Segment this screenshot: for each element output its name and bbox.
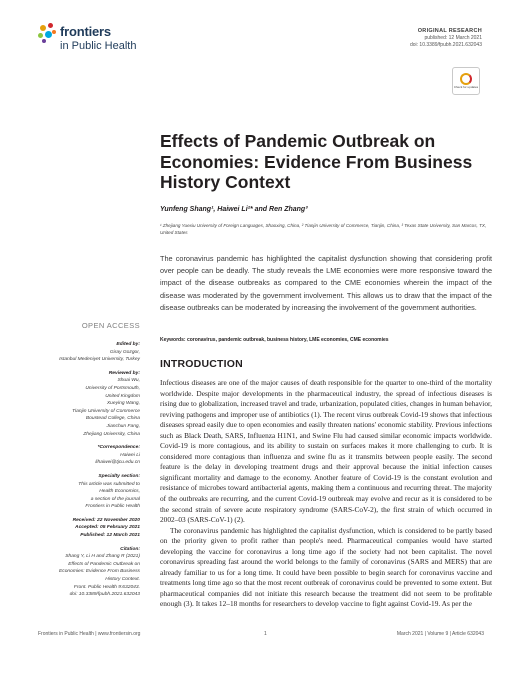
article-title: Effects of Pandemic Outbreak on Economies: Evidence From Business History Context bbox=[160, 131, 473, 192]
correspondence-email[interactable]: lihaiwei@tjcu.edu.cn bbox=[95, 460, 140, 466]
author-list[interactable]: Yunfeng Shang¹, Haiwei Li²* and Ren Zhang³ bbox=[160, 206, 308, 213]
introduction-body bbox=[160, 378, 492, 610]
specialty-line: Frontiers in Public Health bbox=[85, 504, 140, 510]
reviewer-line: United Kingdom bbox=[105, 393, 140, 399]
footer-journal[interactable]: Frontiers in Public Health | www.frontiersin.org bbox=[38, 631, 141, 637]
citation-doi[interactable]: doi: 10.3389/fpubh.2021.632043 bbox=[69, 592, 140, 598]
open-access-label: OPEN ACCESS bbox=[81, 321, 140, 330]
article-info-sidebar bbox=[36, 341, 140, 605]
logo-brand: frontiers bbox=[60, 24, 111, 39]
editor-line: Istanbul Medeniyet University, Turkey bbox=[59, 357, 140, 363]
editor-line: Giray Gozgor, bbox=[109, 349, 140, 355]
published-date-sidebar: Published: 12 March 2021 bbox=[80, 533, 140, 539]
reviewer-line: University of Portsmouth, bbox=[85, 385, 140, 391]
logo-dot bbox=[38, 33, 43, 38]
correspondence bbox=[36, 444, 140, 467]
reviewer-line: Boustead College, China bbox=[85, 416, 140, 422]
page-footer bbox=[38, 631, 484, 641]
citation-label: Citation: bbox=[120, 546, 140, 552]
page-number: 1 bbox=[264, 631, 267, 637]
citation bbox=[36, 546, 140, 599]
intro-paragraph: The coronavirus pandemic has highlighted the capitalist dysfunction, which is considered to be partly based on the priority given to profit rather than people's need. Pharmaceutical companies would have started developing the vaccine for coronavirus a long time ago if the society had not been capitalist. The novel coronavirus spreading fast around the world belongs to the family of coronavirus (SARS and MERS) that are already familiar to us for a long time. It could have been possible to begin search for coronavirus vaccine and treatments long time ago so that the most recent outbreak of coronavirus could be prevented to some extent. But pharmaceutical companies did not initiate this research because the treatment did not seem to be profitable enough (3). It takes 12–18 months for researchers to develop vaccine to fight against Covid-19. As per the bbox=[160, 525, 492, 609]
updates-label: Check for updates bbox=[453, 84, 479, 89]
reviewer-line: Jianchun Fang, bbox=[106, 423, 140, 429]
logo-dot bbox=[42, 39, 46, 43]
keywords bbox=[160, 337, 492, 343]
citation-line: Effects of Pandemic Outbreak on bbox=[68, 561, 140, 567]
article-type: ORIGINAL RESEARCH bbox=[417, 28, 482, 34]
reviewer-line: Tianjin University of Commerce bbox=[72, 408, 140, 414]
abstract: The coronavirus pandemic has highlighted the capitalist dysfunction showing that considering profit over people can be deadly. The study reveals the LME economies were more responsive toward the impact of the disease outbreaks as compared to the CME economies wherein the impact of the disease was moderated by the government involvement. This allows us to draw that the impact of the disease outbreaks can be moderated by increasing the involvement of the government authorities. bbox=[160, 254, 492, 312]
specialty-line: This article was submitted to bbox=[78, 481, 140, 487]
affiliations: ¹ Zhejiang Yuexiu University of Foreign Languages, Shaoxing, China, ² Tianjin University of Commerce, Tianjin, China, ³ Texas State University, San Marcos, TX, United States bbox=[160, 223, 487, 235]
intro-paragraph: Infectious diseases are one of the major causes of death responsible for the quarter to one-third of the mortality worldwide. Despite major developments in the pharmaceutical industry, the spread of infectious diseases is rising due to globalization, increased travel and trade, urbanization, populated cities, changes in human behavior, reviving pathogens and improper use of antibiotics (1). The recent virus outbreak Covid-19 shows that infectious diseases spread easily due to open economies and easily threaten nations' economic stability. Previous infections such as Black Death, SARS, Influenza H1N1, and Swine Flu had caused similar economic impacts worldwide. Covid-19 is more contagious, and its ability to sustain on surfaces makes it more challenging to curb. It is considered more contagious than influenza and swine flu as it transmits between people easily. The second feature is the delay in developing treatment drugs and their approval because the initial infection causes significant mortality and damage to the economy. Another feature of Covid-19 is the constant evolution and resistance of microbes toward antibacterial agents, making them a continuous and recurring threat. The majority of the outbreaks are recurring, and the current Covid-19 outbreak may evolve and recur as it is considered to be the second strain of severe acute respiratory syndrome (SARS-CoV-2), the first strain of which occurred in 2002–03 (SARS-CoV-1) (2). bbox=[160, 378, 492, 525]
specialty-label: Specialty section: bbox=[98, 473, 140, 479]
updates-icon bbox=[460, 73, 472, 85]
reviewed-by bbox=[36, 370, 140, 438]
edited-by-label: Edited by: bbox=[116, 342, 140, 347]
accepted-date: Accepted: 05 February 2021 bbox=[75, 525, 140, 531]
published-date: published: 12 March 2021 bbox=[424, 35, 482, 41]
logo-dot bbox=[40, 25, 46, 31]
edited-by bbox=[36, 341, 140, 364]
dates bbox=[36, 517, 140, 540]
footer-issue: March 2021 | Volume 9 | Article 632043 bbox=[396, 631, 484, 637]
reviewer-line: Xueying Wang, bbox=[106, 401, 140, 407]
header-doi[interactable]: doi: 10.3389/fpubh.2021.632043 bbox=[409, 42, 482, 48]
reviewed-by-label: Reviewed by: bbox=[108, 370, 140, 376]
article-meta-header bbox=[410, 28, 482, 49]
citation-line: History Context. bbox=[105, 577, 140, 583]
keywords-list: coronavirus, pandemic outbreak, business history, LME economies, CME economies bbox=[186, 337, 389, 343]
citation-line: Front. Public Health 9:632043. bbox=[73, 584, 140, 590]
logo-dot bbox=[52, 30, 56, 34]
logo-dot bbox=[48, 23, 53, 28]
frontiers-logo[interactable] bbox=[38, 20, 148, 56]
check-for-updates-badge[interactable] bbox=[452, 67, 480, 95]
specialty-line: a section of the journal bbox=[90, 496, 140, 502]
logo-journal-name: in Public Health bbox=[60, 40, 137, 52]
received-date: Received: 22 November 2020 bbox=[72, 517, 140, 523]
specialty-line: Health Economics, bbox=[99, 489, 140, 495]
reviewer-line: Zhejiang University, China bbox=[83, 431, 140, 437]
correspondence-name: Haiwei Li bbox=[120, 452, 140, 458]
introduction-heading: INTRODUCTION bbox=[160, 358, 243, 370]
keywords-label: Keywords: bbox=[160, 337, 186, 343]
reviewer-line: Shuai Wu, bbox=[117, 378, 140, 384]
frontiers-logo-icon bbox=[38, 23, 60, 45]
citation-line: Shang Y, Li H and Zhang R (2021) bbox=[65, 554, 140, 560]
citation-line: Economies: Evidence From Business bbox=[58, 569, 140, 575]
correspondence-label: *Correspondence: bbox=[97, 445, 140, 451]
specialty-section bbox=[36, 473, 140, 511]
logo-dot bbox=[45, 31, 52, 38]
